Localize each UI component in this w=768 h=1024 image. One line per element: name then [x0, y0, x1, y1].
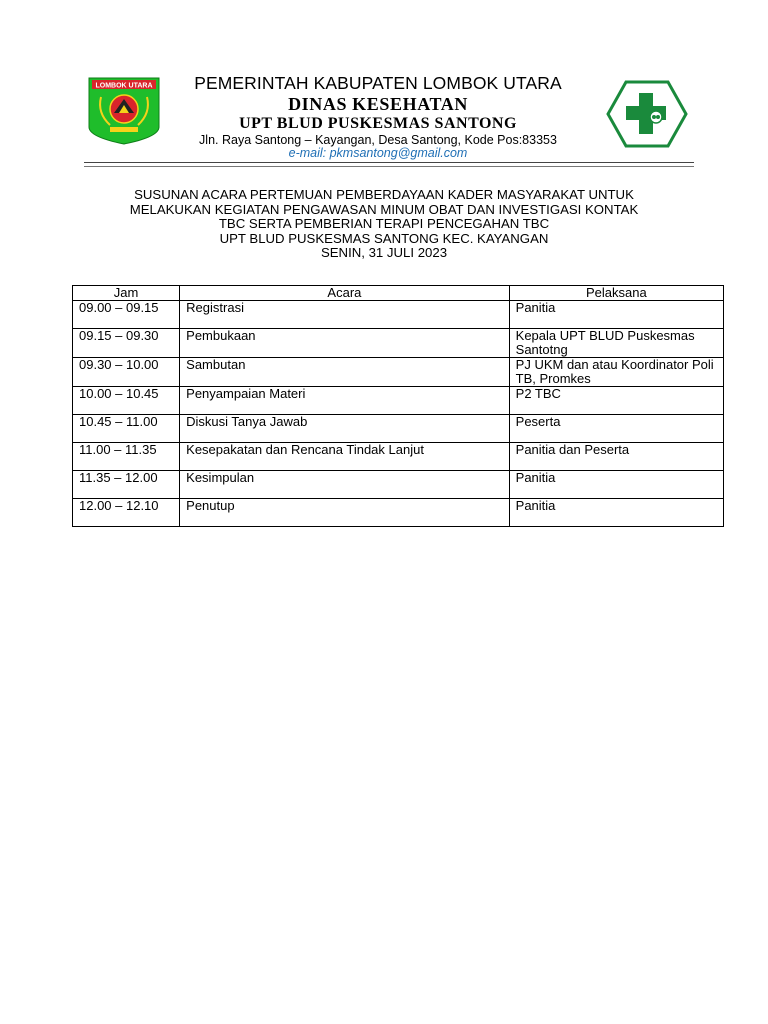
agenda-date: SENIN, 31 JULI 2023 [320, 245, 448, 260]
cell-acara: Pembukaan [180, 329, 510, 358]
letterhead-department-name: DINAS KESEHATAN [288, 94, 468, 114]
agenda-title-line: MELAKUKAN KEGIATAN PENGAWASAN MINUM OBAT DAN INVESTIGASI KONTAK [129, 201, 639, 217]
lombok-utara-emblem [88, 77, 160, 145]
cell-jam: 11.35 – 12.00 [73, 471, 180, 499]
agenda-title [60, 188, 708, 261]
cell-acara: Kesepakatan dan Rencana Tindak Lanjut [180, 443, 510, 471]
cell-acara: Penyampaian Materi [180, 387, 510, 415]
cell-pelaksana: P2 TBC [509, 387, 723, 415]
table-row [73, 301, 724, 329]
letterhead-email: e-mail: pkmsantong@gmail.com [288, 146, 468, 160]
agenda-title-line: TBC SERTA PEMBERIAN TERAPI PENCEGAHAN TBC [218, 216, 550, 231]
cell-jam: 09.30 – 10.00 [73, 358, 180, 387]
cell-jam: 09.15 – 09.30 [73, 329, 180, 358]
letterhead-address: Jln. Raya Santong – Kayangan, Desa Santong, Kode Pos:83353 [199, 133, 557, 147]
table-row [73, 358, 724, 387]
table-row [73, 329, 724, 358]
cell-pelaksana: Kepala UPT BLUD Puskesmas Santotng [509, 329, 723, 358]
header-pelaksana: Pelaksana [509, 286, 723, 301]
letterhead-puskesmas-name: UPT BLUD PUSKESMAS SANTONG [239, 115, 517, 132]
agenda-title-line: SUSUNAN ACARA PERTEMUAN PEMBERDAYAAN KADER MASYARAKAT UNTUK [134, 187, 634, 202]
table-row [73, 499, 724, 527]
cell-jam: 11.00 – 11.35 [73, 443, 180, 471]
cell-jam: 10.45 – 11.00 [73, 415, 180, 443]
cell-acara: Penutup [180, 499, 510, 527]
table-row [73, 415, 724, 443]
cell-acara: Diskusi Tanya Jawab [180, 415, 510, 443]
cell-pelaksana: Peserta [509, 415, 723, 443]
letterhead-divider-thin [84, 166, 694, 167]
agenda-title-line: UPT BLUD PUSKESMAS SANTONG KEC. KAYANGAN [219, 230, 549, 246]
table-row [73, 387, 724, 415]
header-acara: Acara [180, 286, 510, 301]
table-header-row [73, 286, 724, 301]
table-row [73, 471, 724, 499]
cell-acara: Sambutan [180, 358, 510, 387]
cell-pelaksana: Panitia dan Peserta [509, 443, 723, 471]
cell-pelaksana: Panitia [509, 499, 723, 527]
cell-jam: 10.00 – 10.45 [73, 387, 180, 415]
cell-acara: Kesimpulan [180, 471, 510, 499]
cell-pelaksana: Panitia [509, 301, 723, 329]
header-jam: Jam [73, 286, 180, 301]
cell-pelaksana: Panitia [509, 471, 723, 499]
cell-jam: 09.00 – 09.15 [73, 301, 180, 329]
table-row [73, 443, 724, 471]
svg-text:LOMBOK UTARA: LOMBOK UTARA [95, 82, 153, 90]
agenda-table [72, 285, 724, 527]
letterhead-government-name: PEMERINTAH KABUPATEN LOMBOK UTARA [194, 73, 562, 93]
puskesmas-logo [606, 80, 688, 148]
cell-acara: Registrasi [180, 301, 510, 329]
letterhead-divider-thick [84, 162, 694, 163]
cell-jam: 12.00 – 12.10 [73, 499, 180, 527]
cell-pelaksana: PJ UKM dan atau Koordinator Poli TB, Promkes [509, 358, 723, 387]
